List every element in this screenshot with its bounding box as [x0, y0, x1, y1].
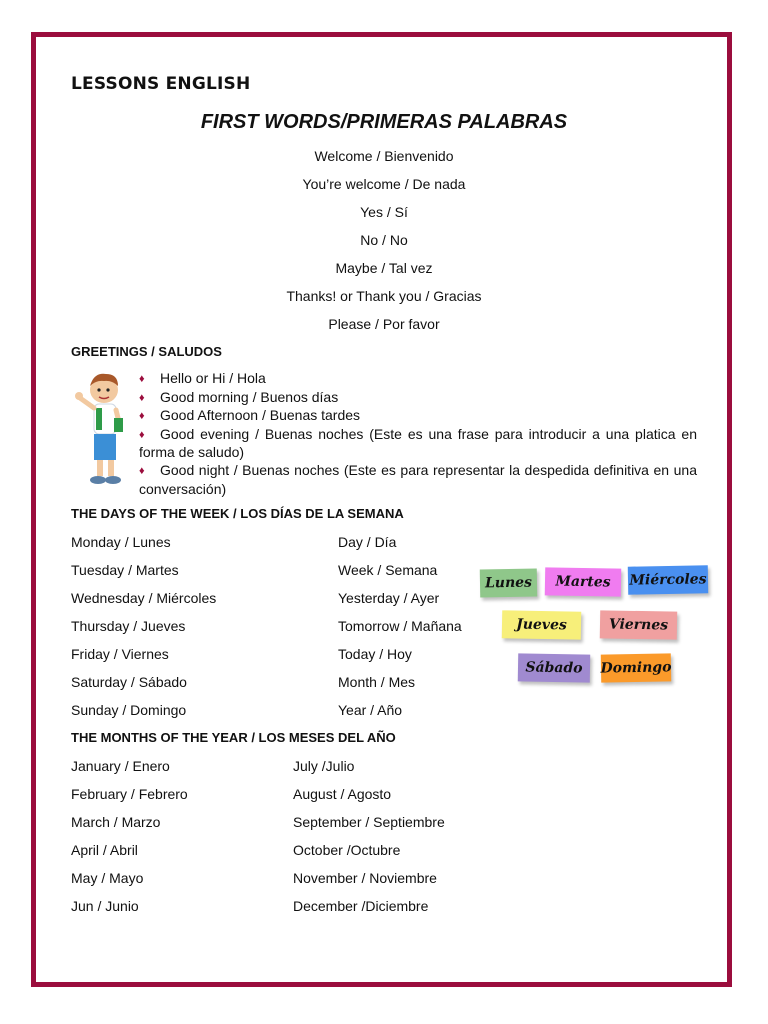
list-item: ♦ Hello or Hi / Hola	[139, 370, 697, 389]
list-item: ♦ Good Afternoon / Buenas tardes	[139, 407, 697, 426]
months-heading: THE MONTHS OF THE YEAR / LOS MESES DEL AÑO	[71, 730, 396, 745]
first-word-item: You’re welcome / De nada	[302, 176, 466, 192]
month-item: March / Marzo	[71, 814, 161, 830]
time-word-item: Month / Mes	[338, 674, 416, 690]
greetings-heading: GREETINGS / SALUDOS	[71, 344, 222, 359]
time-word-item: Day / Día	[338, 534, 397, 550]
diamond-bullet-icon: ♦	[139, 464, 145, 477]
month-item: October /Octubre	[293, 842, 401, 858]
month-item: May / Mayo	[71, 870, 144, 886]
day-item: Tuesday / Martes	[71, 562, 179, 578]
greetings-list	[139, 370, 697, 498]
day-item: Sunday / Domingo	[71, 702, 187, 718]
first-word-item: Thanks! or Thank you / Gracias	[286, 288, 482, 304]
day-item: Thursday / Jueves	[71, 618, 186, 634]
sticky-note-sabado: Sábado	[518, 653, 590, 682]
time-word-item: Tomorrow / Mañana	[338, 618, 462, 634]
page-title: FIRST WORDS/PRIMERAS PALABRAS	[200, 111, 568, 133]
sticky-note-lunes: Lunes	[480, 569, 537, 598]
list-item: ♦ Good evening / Buenas noches (Este es una frase para introducir a una platica en forma de saludo)	[139, 425, 697, 461]
day-item: Monday / Lunes	[71, 534, 171, 550]
list-item: ♦ Good night / Buenas noches (Este es para representar la despedida definitiva en una conversación)	[139, 461, 697, 497]
month-item: April / Abril	[71, 842, 138, 858]
sticky-note-viernes: Viernes	[600, 610, 677, 639]
first-word-item: No / No	[360, 232, 408, 248]
sticky-note-domingo: Domingo	[601, 653, 671, 682]
month-item: February / Febrero	[71, 786, 188, 802]
month-item: Jun / Junio	[71, 898, 139, 914]
month-item: January / Enero	[71, 758, 170, 774]
time-word-item: Year / Año	[338, 702, 403, 718]
boy-illustration	[74, 368, 126, 488]
month-item: December /Diciembre	[293, 898, 429, 914]
sticky-note-martes: Martes	[545, 567, 621, 596]
diamond-bullet-icon: ♦	[139, 410, 145, 423]
first-word-item: Maybe / Tal vez	[335, 260, 433, 276]
day-item: Wednesday / Miércoles	[71, 590, 217, 606]
month-item: July /Julio	[293, 758, 355, 774]
month-item: August / Agosto	[293, 786, 392, 802]
sticky-note-jueves: Jueves	[502, 610, 581, 639]
diamond-bullet-icon: ♦	[139, 428, 145, 441]
first-word-item: Yes / Sí	[360, 204, 408, 220]
time-word-item: Week / Semana	[338, 562, 438, 578]
day-item: Saturday / Sábado	[71, 674, 187, 690]
lessons-label: LESSONS ENGLISH	[71, 74, 251, 94]
diamond-bullet-icon: ♦	[139, 373, 145, 385]
diamond-bullet-icon: ♦	[139, 391, 145, 404]
days-heading: THE DAYS OF THE WEEK / LOS DÍAS DE LA SEMANA	[71, 506, 404, 521]
list-item: ♦ Good morning / Buenos días	[139, 389, 697, 408]
day-item: Friday / Viernes	[71, 646, 169, 662]
month-item: November / Noviembre	[293, 870, 437, 886]
time-word-item: Today / Hoy	[338, 646, 412, 662]
first-word-item: Welcome / Bienvenido	[314, 148, 454, 164]
time-word-item: Yesterday / Ayer	[338, 590, 440, 606]
first-word-item: Please / Por favor	[328, 316, 440, 332]
month-item: September / Septiembre	[293, 814, 445, 830]
sticky-note-miercoles: Miércoles	[628, 565, 708, 594]
